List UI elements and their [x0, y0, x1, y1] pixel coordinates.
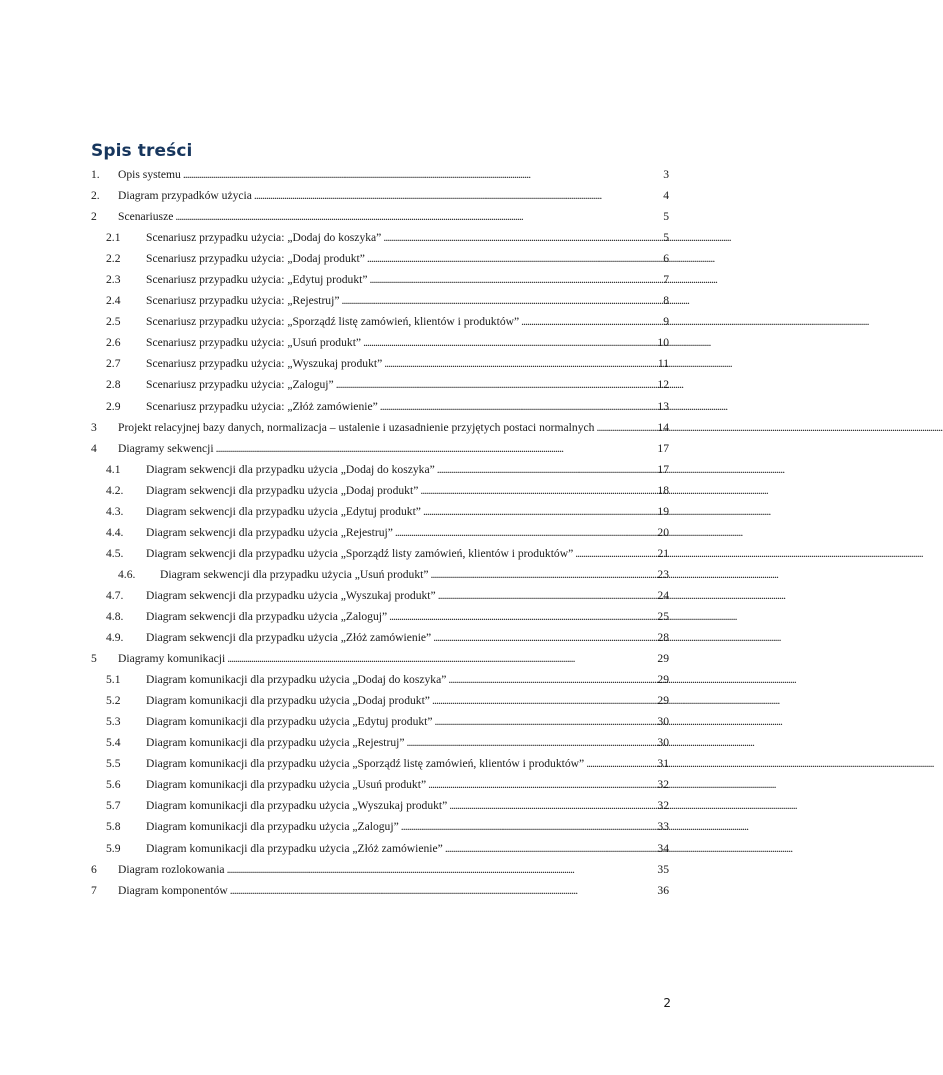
toc-dot-leader	[432, 690, 655, 711]
toc-entry[interactable]	[91, 795, 669, 816]
toc-entry[interactable]	[91, 417, 669, 438]
toc-entry-number: 5.8	[106, 820, 121, 834]
toc-entry[interactable]	[91, 332, 669, 353]
toc-dot-leader	[433, 627, 655, 648]
toc-entry-page: 5	[663, 231, 669, 245]
toc-dot-leader	[363, 332, 655, 353]
toc-entry-number: 2.5	[106, 315, 121, 329]
toc-entry[interactable]	[91, 501, 669, 522]
toc-entry-title: Diagram sekwencji dla przypadku użycia „Wyszukaj produkt”	[146, 588, 436, 602]
toc-entry[interactable]	[91, 459, 669, 480]
toc-entry-title: Diagram sekwencji dla przypadku użycia „Usuń produkt”	[160, 567, 429, 581]
toc-entry[interactable]	[91, 690, 669, 711]
toc-dot-leader	[575, 543, 655, 564]
toc-dot-leader	[370, 269, 662, 290]
toc-entry-number: 4.6.	[118, 567, 136, 581]
toc-entry-title: Scenariusz przypadku użycia: „Edytuj produkt”	[146, 273, 368, 287]
toc-dot-leader	[230, 880, 656, 901]
toc-entry[interactable]	[91, 627, 669, 648]
toc-entry[interactable]	[91, 711, 669, 732]
toc-entry-number: 4.4.	[106, 525, 124, 539]
toc-entry[interactable]	[91, 859, 669, 880]
toc-entry-page: 3	[663, 168, 669, 181]
toc-entry-number: 2.6	[106, 336, 121, 350]
toc-entry[interactable]	[91, 543, 669, 564]
toc-entry-number: 3	[91, 420, 97, 434]
toc-entry[interactable]	[91, 353, 669, 374]
toc-entry-page: 19	[657, 504, 669, 518]
toc-entry-page: 23	[657, 567, 669, 581]
toc-entry-number: 5.4	[106, 736, 121, 750]
toc-entry[interactable]	[91, 606, 669, 627]
toc-entry[interactable]	[91, 753, 669, 774]
toc-entry-number: 4.1	[106, 462, 121, 476]
toc-entry-page: 17	[657, 441, 669, 455]
toc-entry-page: 28	[657, 631, 669, 645]
toc-entry-page: 11	[657, 357, 669, 371]
toc-dot-leader	[254, 185, 661, 206]
toc-entry-title: Diagram komunikacji dla przypadku użycia „Złóż zamówienie”	[146, 841, 443, 855]
toc-entry-title: Scenariusz przypadku użycia: „Wyszukaj produkt”	[146, 357, 383, 371]
toc-dot-leader	[175, 206, 661, 227]
toc-entry-page: 29	[657, 694, 669, 708]
toc-entry-title: Diagram sekwencji dla przypadku użycia „Złóż zamówienie”	[146, 631, 432, 645]
toc-entry[interactable]	[91, 396, 669, 417]
toc-entry-page: 32	[657, 799, 669, 813]
toc-entry-page: 25	[657, 609, 669, 623]
toc-entry[interactable]	[91, 880, 669, 901]
toc-entry[interactable]	[91, 438, 669, 459]
toc-entry-title: Diagramy komunikacji	[118, 652, 226, 666]
toc-dot-leader	[445, 838, 656, 859]
toc-entry-number: 6	[91, 862, 97, 876]
toc-entry-number: 4.5.	[106, 546, 124, 560]
toc-dot-leader	[449, 795, 655, 816]
toc-entry-number: 5.5	[106, 757, 121, 771]
toc-entry-number: 5.9	[106, 841, 121, 855]
toc-entry-number: 5.3	[106, 715, 121, 729]
toc-entry-title: Diagram komunikacji dla przypadku użycia „Dodaj produkt”	[146, 694, 430, 708]
toc-entry-page: 18	[657, 483, 669, 497]
toc-entry[interactable]	[91, 248, 669, 269]
toc-entry-page: 21	[657, 546, 669, 560]
toc-entry-page: 7	[663, 273, 669, 287]
toc-entry-number: 5	[91, 652, 97, 666]
toc-entry-page: 29	[657, 652, 669, 666]
toc-entry-number: 5.2	[106, 694, 121, 708]
toc-entry-title: Scenariusz przypadku użycia: „Sporządź listę zamówień, klientów i produktów”	[146, 315, 520, 329]
toc-entry-number: 2.7	[106, 357, 121, 371]
toc-entry[interactable]	[91, 585, 669, 606]
toc-entry-title: Diagram sekwencji dla przypadku użycia „Dodaj produkt”	[146, 483, 419, 497]
toc-dot-leader	[420, 480, 655, 501]
toc-entry[interactable]	[91, 374, 669, 395]
toc-dot-leader	[389, 606, 655, 627]
toc-entry-number: 2	[91, 210, 97, 224]
toc-dot-leader	[227, 859, 656, 880]
toc-dot-leader	[227, 648, 655, 669]
toc-dot-leader	[380, 396, 656, 417]
toc-entry-title: Scenariusz przypadku użycia: „Zaloguj”	[146, 378, 334, 392]
toc-entry-number: 7	[91, 883, 97, 897]
toc-entry[interactable]	[91, 227, 669, 248]
toc-entry-number: 2.1	[106, 231, 121, 245]
toc-entry-title: Diagram sekwencji dla przypadku użycia „Edytuj produkt”	[146, 504, 421, 518]
toc-entry[interactable]	[91, 564, 669, 585]
toc-entry-number: 1.	[91, 168, 100, 181]
toc-entry-number: 4.2.	[106, 483, 124, 497]
toc-entry-number: 5.6	[106, 778, 121, 792]
toc-entry-title: Diagram przypadków użycia	[118, 189, 252, 203]
toc-entry-title: Diagram sekwencji dla przypadku użycia „Dodaj do koszyka”	[146, 462, 435, 476]
toc-dot-leader	[395, 522, 655, 543]
toc-entry[interactable]	[91, 838, 669, 859]
toc-entry[interactable]	[91, 816, 669, 837]
toc-dot-leader	[423, 501, 655, 522]
toc-entry-title: Scenariusz przypadku użycia: „Dodaj do koszyka”	[146, 231, 382, 245]
toc-entry-title: Diagram rozlokowania	[118, 862, 225, 876]
toc-entry-number: 5.1	[106, 673, 121, 687]
toc-entry-number: 2.	[91, 189, 100, 203]
toc-dot-leader	[437, 459, 656, 480]
toc-entry-number: 2.3	[106, 273, 121, 287]
toc-entry-number: 4.9.	[106, 631, 124, 645]
toc-entry-page: 31	[657, 757, 669, 771]
toc-entry[interactable]	[91, 522, 669, 543]
toc-dot-leader	[586, 753, 655, 774]
toc-entry-number: 2.9	[106, 399, 121, 413]
toc-entry-number: 2.2	[106, 252, 121, 266]
toc-entry-page: 4	[663, 189, 669, 203]
toc-dot-leader	[401, 816, 656, 837]
toc-entry-number: 4	[91, 441, 97, 455]
toc-entry-title: Scenariusz przypadku użycia: „Dodaj produkt”	[146, 252, 365, 266]
page-number: 2	[663, 996, 671, 1010]
toc-entry-title: Diagram komunikacji dla przypadku użycia „Zaloguj”	[146, 820, 399, 834]
toc-dot-leader	[216, 438, 656, 459]
toc-entry-title: Diagram komponentów	[118, 883, 228, 897]
toc-entry-number: 2.4	[106, 294, 121, 308]
toc-entry-title: Diagram komunikacji dla przypadku użycia „Sporządź listę zamówień, klientów i produktów”	[146, 757, 585, 771]
toc-dot-leader	[521, 311, 661, 332]
toc-entry-page: 30	[657, 736, 669, 750]
toc-entry-title: Diagram sekwencji dla przypadku użycia „Zaloguj”	[146, 609, 388, 623]
toc-dot-leader	[428, 774, 655, 795]
toc-entry[interactable]	[91, 774, 669, 795]
toc-entry-number: 4.7.	[106, 588, 124, 602]
toc-entry-page: 20	[657, 525, 669, 539]
toc-entry-page: 24	[657, 588, 669, 602]
toc-entry-page: 5	[663, 210, 669, 224]
toc-entry-title: Scenariusz przypadku użycia: „Usuń produkt”	[146, 336, 362, 350]
toc-entry-number: 2.8	[106, 378, 121, 392]
toc-entry[interactable]	[91, 164, 669, 185]
toc-entry-title: Diagram komunikacji dla przypadku użycia „Wyszukaj produkt”	[146, 799, 448, 813]
toc-dot-leader	[383, 227, 661, 248]
toc-entry-page: 10	[657, 336, 669, 350]
toc-entry-title: Diagram komunikacji dla przypadku użycia „Usuń produkt”	[146, 778, 427, 792]
toc-entry-title: Opis systemu	[118, 168, 181, 181]
toc-entry-page: 33	[657, 820, 669, 834]
toc-dot-leader	[435, 711, 656, 732]
toc-dot-leader	[341, 290, 661, 311]
toc-dot-leader	[384, 353, 656, 374]
toc-entry-title: Projekt relacyjnej bazy danych, normalizacja – ustalenie i uzasadnienie przyjętych postaci normalnych	[118, 420, 595, 434]
toc-dot-leader	[431, 564, 656, 585]
toc-entry-title: Diagram sekwencji dla przypadku użycia „Rejestruj”	[146, 525, 393, 539]
toc-entry-page: 6	[663, 252, 669, 266]
toc-dot-leader	[448, 669, 655, 690]
toc-dot-leader	[336, 374, 656, 395]
toc-entry-page: 14	[657, 420, 669, 434]
toc-entry-title: Diagram sekwencji dla przypadku użycia „Sporządź listy zamówień, klientów i produktów”	[146, 546, 574, 560]
toc-entry[interactable]	[91, 269, 669, 290]
toc-entry[interactable]	[91, 185, 669, 206]
toc-entry-page: 36	[657, 883, 669, 897]
toc-entry-page: 35	[657, 862, 669, 876]
toc-entry-page: 17	[657, 462, 669, 476]
toc-entry-title: Scenariusze	[118, 210, 174, 224]
toc-entry[interactable]	[91, 732, 669, 753]
toc-dot-leader	[367, 248, 661, 269]
toc-entry[interactable]	[91, 290, 669, 311]
toc-title: Spis treści	[91, 141, 193, 161]
toc-dot-leader	[407, 732, 656, 753]
table-of-contents	[91, 164, 669, 901]
toc-entry-title: Scenariusz przypadku użycia: „Złóż zamówienie”	[146, 399, 378, 413]
toc-entry[interactable]	[91, 311, 669, 332]
toc-dot-leader	[183, 164, 661, 185]
toc-entry-page: 12	[657, 378, 669, 392]
toc-entry-title: Scenariusz przypadku użycia: „Rejestruj”	[146, 294, 340, 308]
toc-entry-number: 5.7	[106, 799, 121, 813]
toc-entry-page: 29	[657, 673, 669, 687]
toc-entry-number: 4.3.	[106, 504, 124, 518]
toc-entry[interactable]	[91, 648, 669, 669]
toc-entry-title: Diagram komunikacji dla przypadku użycia „Dodaj do koszyka”	[146, 673, 447, 687]
toc-entry-number: 4.8.	[106, 609, 124, 623]
toc-entry-title: Diagram komunikacji dla przypadku użycia „Rejestruj”	[146, 736, 405, 750]
toc-entry-page: 8	[663, 294, 669, 308]
toc-entry-page: 13	[657, 399, 669, 413]
toc-entry-page: 30	[657, 715, 669, 729]
toc-dot-leader	[438, 585, 656, 606]
toc-entry[interactable]	[91, 480, 669, 501]
toc-entry-page: 34	[657, 841, 669, 855]
toc-entry-page: 32	[657, 778, 669, 792]
toc-entry-page: 9	[663, 315, 669, 329]
toc-dot-leader	[596, 417, 655, 438]
toc-entry-title: Diagramy sekwencji	[118, 441, 214, 455]
toc-entry[interactable]	[91, 669, 669, 690]
toc-entry[interactable]	[91, 206, 669, 227]
toc-entry-title: Diagram komunikacji dla przypadku użycia „Edytuj produkt”	[146, 715, 433, 729]
